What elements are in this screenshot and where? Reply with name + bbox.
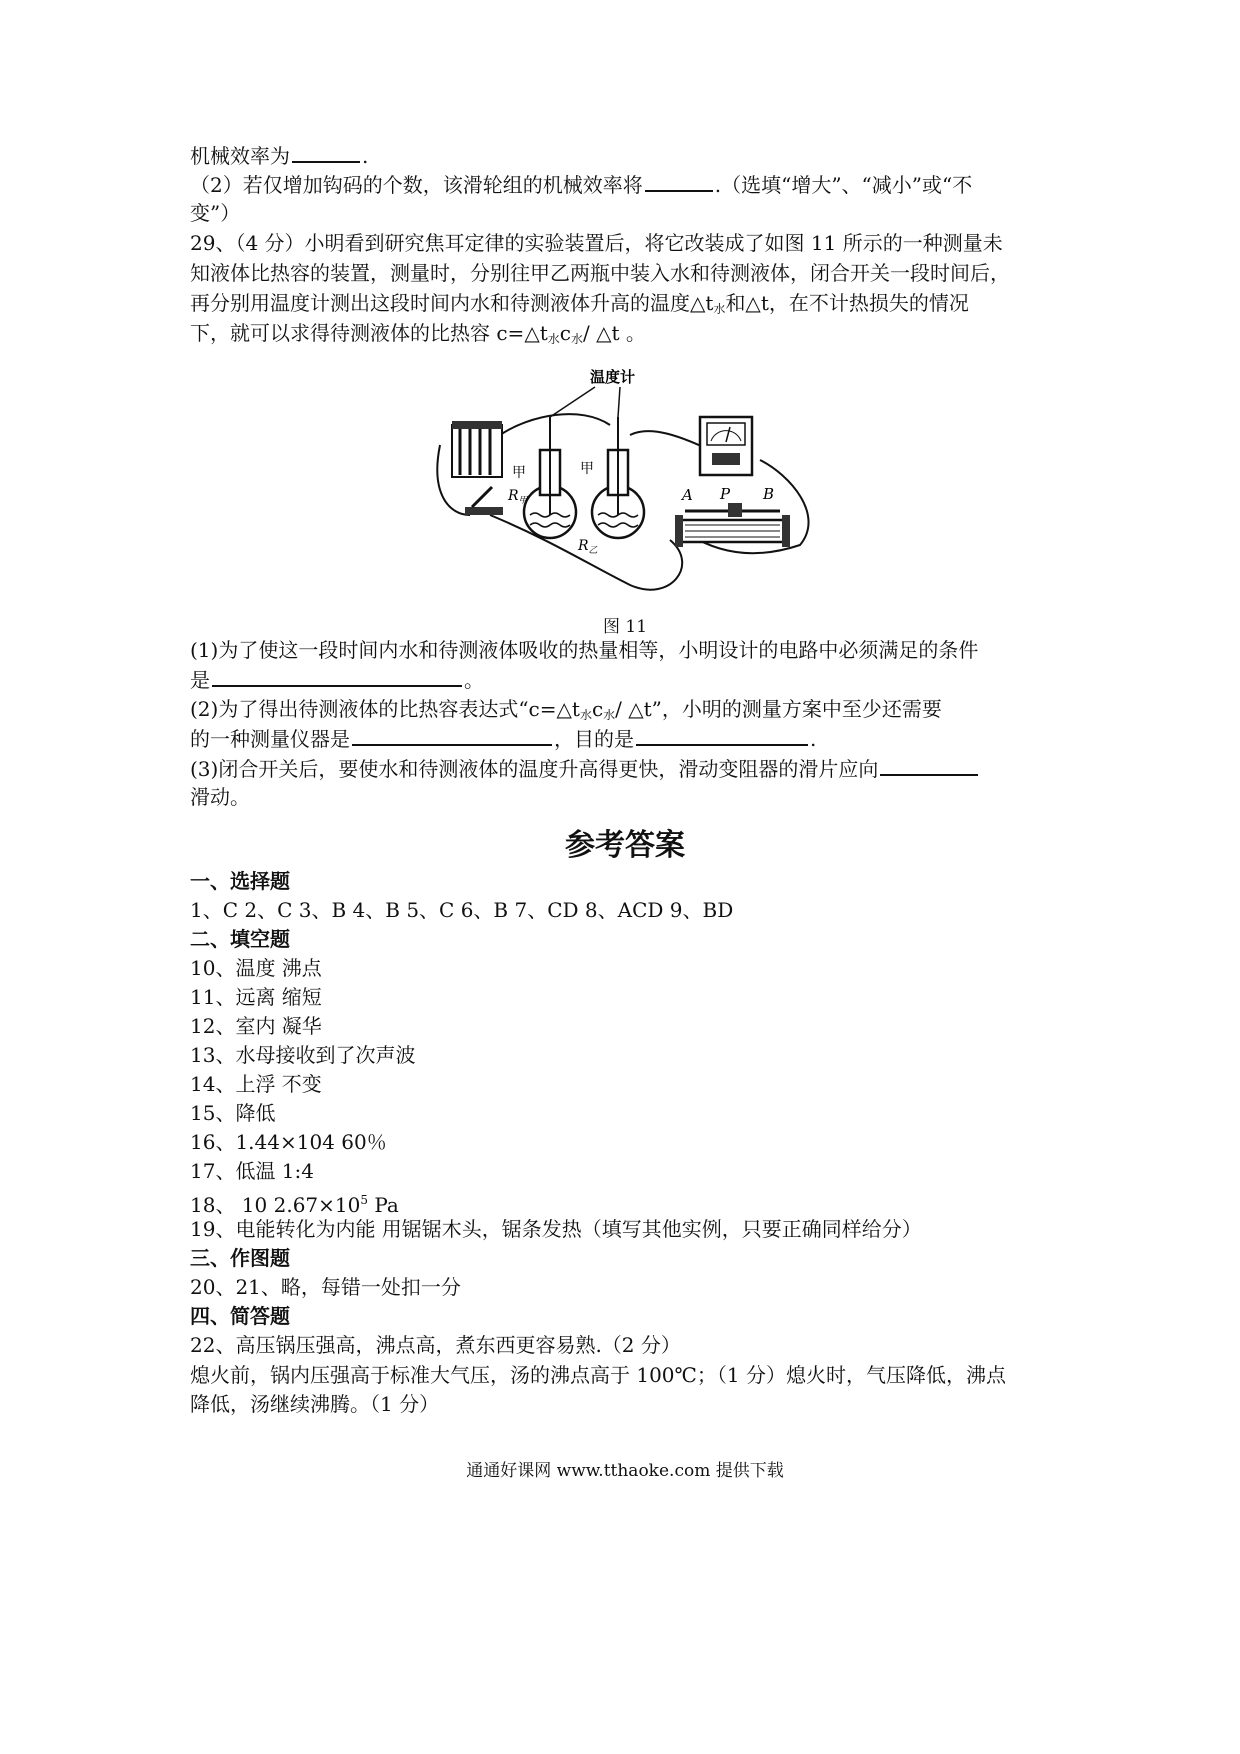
section-drawing: 三、作图题 xyxy=(190,1246,290,1270)
answer-blank[interactable] xyxy=(645,170,713,192)
answer-10: 10、温度 沸点 xyxy=(190,956,322,980)
flask-right-icon xyxy=(592,417,644,538)
svg-text:B: B xyxy=(763,485,775,503)
answer-18: 18、 10 $2.67\times 10^5$ Pa xyxy=(190,1193,399,1217)
q29-sub3-line2: 滑动。 xyxy=(190,785,250,809)
section-short-answer: 四、简答题 xyxy=(190,1304,290,1328)
switch-icon xyxy=(465,487,503,515)
answer-choice: 1、C 2、C 3、B 4、B 5、C 6、B 7、CD 8、ACD 9、BD xyxy=(190,898,734,922)
answer-13: 13、水母接收到了次声波 xyxy=(190,1043,416,1067)
q29-line1: 29、（4 分）小明看到研究焦耳定律的实验装置后，将它改装成了如图 11 所示的一种测量未 xyxy=(190,231,1003,255)
rheostat-icon xyxy=(675,503,790,547)
answer-16: 16、1.44×104 60％ xyxy=(190,1130,387,1154)
section-fill: 二、填空题 xyxy=(190,927,290,951)
answer-14: 14、上浮 不变 xyxy=(190,1072,322,1096)
ammeter-icon xyxy=(700,417,752,475)
q29-sub3-line1: (3)闭合开关后，要使水和待测液体的温度升高得更快，滑动变阻器的滑片应向 xyxy=(190,754,980,783)
answers-title: 参考答案 xyxy=(565,828,685,863)
svg-text:甲: 甲 xyxy=(580,461,594,477)
svg-text:A: A xyxy=(682,486,693,504)
answer-15: 15、降低 xyxy=(190,1101,276,1125)
figure-caption: 图 11 xyxy=(602,617,648,637)
answer-blank[interactable] xyxy=(636,724,808,746)
svg-text:甲: 甲 xyxy=(512,465,526,481)
q29-line2: 知液体比热容的装置，测量时，分别往甲乙两瓶中装入水和待测液体，闭合开关一段时间后， xyxy=(190,261,1010,285)
answer-blank[interactable] xyxy=(880,754,978,776)
q29-line3: 再分别用温度计测出这段时间内水和待测液体升高的温度$\triangle t_水$和△t，在不计热损失的情况 xyxy=(190,291,969,316)
flask-left-icon xyxy=(524,417,576,538)
q29-line4: 下，就可以求得待测液体的比热容 $c=\triangle t_水c_水/$ △t 。 xyxy=(190,321,646,346)
thermometer-label: 温度计 xyxy=(590,368,636,386)
svg-text:R乙: $R_乙$ xyxy=(578,538,598,556)
answer-22-line3: 降低，汤继续沸腾。（1 分） xyxy=(190,1392,440,1416)
q28-line2: （2）若仅增加钩码的个数，该滑轮组的机械效率将 .（选填“增大”、“减小”或“不 xyxy=(190,170,972,199)
svg-text:P: P xyxy=(720,485,731,503)
q29-sub2-line2: 的一种测量仪器是 ，目的是 . xyxy=(190,724,816,753)
circuit-figure xyxy=(430,365,820,610)
q28-line1: 机械效率为 . xyxy=(190,141,368,170)
answer-blank[interactable] xyxy=(212,665,462,687)
battery-icon xyxy=(452,421,502,477)
answer-17: 17、低温 1:4 xyxy=(190,1159,314,1183)
q29-sub2-line1: (2)为了得出待测液体的比热容表达式“$c=\triangle t_水c_水/$ △t”，小明的测量方案中至少还需要 xyxy=(190,697,942,722)
answer-22-line2: 熄火前，锅内压强高于标准大气压，汤的沸点高于 100℃；（1 分）熄火时，气压降低，沸点 xyxy=(190,1363,1006,1387)
answer-11: 11、远离 缩短 xyxy=(190,985,322,1009)
section-choice: 一、选择题 xyxy=(190,869,290,893)
q29-sub1-line2: 是 。 xyxy=(190,665,484,694)
answer-22: 22、高压锅压强高，沸点高，煮东西更容易熟.（2 分） xyxy=(190,1333,681,1357)
answer-blank[interactable] xyxy=(292,141,360,163)
footer-text: 通通好课网 www.tthaoke.com 提供下载 xyxy=(466,1461,784,1481)
q29-sub1-line1: (1)为了使这一段时间内水和待测液体吸收的热量相等，小明设计的电路中必须满足的条件 xyxy=(190,638,979,662)
answer-12: 12、室内 凝华 xyxy=(190,1014,322,1038)
answer-19: 19、电能转化为内能 用锯锯木头，锯条发热（填写其他实例，只要正确同样给分） xyxy=(190,1217,922,1241)
answer-20-21: 20、21、略，每错一处扣一分 xyxy=(190,1275,461,1299)
answer-blank[interactable] xyxy=(352,724,552,746)
q28-line3: 变”） xyxy=(190,201,241,225)
svg-text:R甲: $R_甲$ xyxy=(508,488,528,506)
